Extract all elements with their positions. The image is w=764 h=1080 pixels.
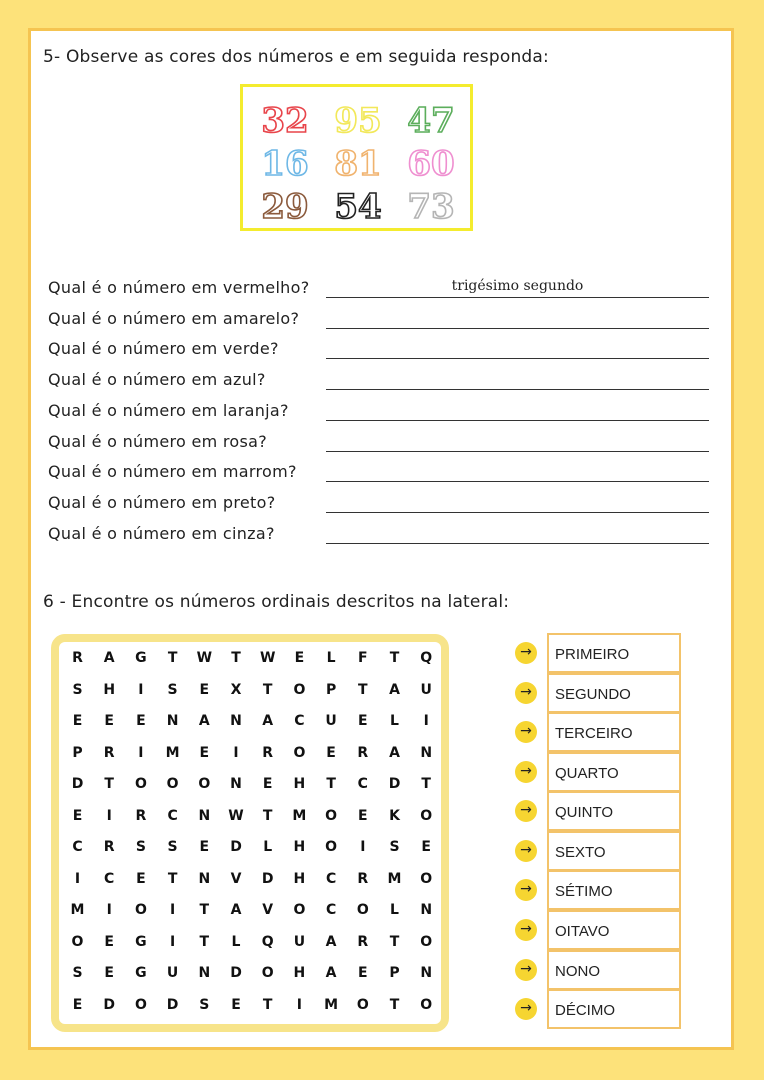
word-list-item [511, 950, 711, 990]
word-list-item [511, 673, 711, 713]
grid-letter[interactable]: A [198, 713, 210, 729]
grid-letter[interactable]: T [167, 650, 178, 666]
colored-number: 95 [334, 101, 382, 141]
grid-letter[interactable]: O [261, 965, 274, 981]
grid-letter[interactable]: O [420, 870, 433, 887]
word-box [547, 791, 681, 831]
grid-letter[interactable]: S [72, 965, 83, 981]
grid-letter[interactable]: O [325, 839, 338, 855]
grid-letter[interactable]: I [74, 870, 81, 887]
grid-letter[interactable]: U [325, 713, 337, 729]
question-label: Qual é o número em rosa? [48, 431, 268, 451]
grid-letter[interactable]: P [389, 965, 400, 981]
grid-letter[interactable]: A [389, 744, 400, 761]
question-label: Qual é o número em preto? [48, 492, 276, 512]
arrow-right-icon: → [515, 840, 537, 862]
arrow-right-icon: → [515, 919, 537, 941]
grid-letter[interactable]: A [389, 681, 400, 698]
colored-number: 16 [261, 144, 309, 184]
grid-letter[interactable]: R [72, 650, 83, 666]
colored-number: 60 [407, 144, 455, 184]
question-row [48, 401, 710, 425]
word-label: SEGUNDO [555, 686, 631, 703]
grid-letter[interactable]: W [228, 807, 244, 824]
worksheet-page [28, 28, 734, 1050]
grid-letter[interactable]: E [358, 807, 368, 824]
grid-letter[interactable]: M [292, 807, 307, 824]
grid-letter[interactable]: D [103, 996, 115, 1013]
grid-letter[interactable]: T [199, 933, 210, 950]
grid-letter[interactable]: C [72, 839, 83, 855]
word-box [547, 712, 681, 752]
word-box [547, 752, 681, 792]
question-label: Qual é o número em amarelo? [48, 308, 300, 328]
question-row [48, 370, 710, 394]
grid-letter[interactable]: S [135, 839, 146, 855]
grid-letter[interactable]: W [196, 650, 213, 666]
grid-letter[interactable]: L [390, 713, 399, 729]
grid-letter[interactable]: N [230, 713, 242, 729]
grid-letter[interactable]: C [167, 807, 178, 824]
grid-letter[interactable]: I [106, 807, 112, 824]
word-label: QUINTO [555, 804, 614, 821]
arrow-right-icon: → [515, 800, 537, 822]
grid-letter[interactable]: O [420, 996, 433, 1013]
answer-line [326, 420, 709, 421]
grid-letter[interactable]: L [390, 902, 399, 918]
grid-letter[interactable]: E [326, 744, 336, 761]
grid-letter[interactable]: N [198, 807, 211, 824]
grid-letter[interactable]: O [356, 902, 369, 918]
grid-letter[interactable]: Q [261, 933, 274, 950]
colored-number: 47 [407, 101, 455, 141]
grid-letter[interactable]: Q [420, 650, 433, 666]
exercise-5-heading: 5- Observe as cores dos números e em seguida responda: [43, 47, 549, 67]
grid-letter[interactable]: T [389, 933, 400, 950]
arrow-right-icon: → [515, 998, 537, 1020]
question-label: Qual é o número em vermelho? [48, 278, 310, 297]
grid-letter[interactable]: E [72, 713, 83, 729]
grid-letter[interactable]: I [169, 933, 176, 950]
word-label: PRIMEIRO [555, 646, 630, 663]
question-label: Qual é o número em cinza? [48, 523, 275, 543]
grid-letter[interactable]: U [166, 965, 179, 981]
question-row [48, 493, 710, 517]
grid-letter[interactable]: S [72, 681, 83, 698]
grid-letter[interactable]: T [326, 776, 336, 792]
grid-letter[interactable]: M [70, 902, 85, 918]
question-row [48, 524, 710, 548]
grid-letter[interactable]: U [420, 681, 432, 698]
grid-letter[interactable]: E [136, 870, 146, 887]
grid-letter[interactable]: U [293, 933, 306, 950]
grid-letter[interactable]: S [167, 681, 178, 698]
grid-letter[interactable]: D [71, 776, 84, 792]
grid-letter[interactable]: O [356, 996, 369, 1013]
grid-letter[interactable]: T [262, 996, 273, 1013]
grid-letter[interactable]: I [106, 902, 112, 918]
grid-letter[interactable]: O [166, 776, 179, 792]
word-box [547, 673, 681, 713]
answer-text[interactable]: trigésimo segundo [451, 278, 584, 294]
arrow-right-icon: → [515, 642, 537, 664]
word-search-grid [51, 634, 449, 1032]
grid-letter[interactable]: R [103, 839, 115, 855]
grid-letter[interactable]: T [389, 650, 400, 666]
arrow-right-icon: → [515, 682, 537, 704]
question-row [48, 339, 710, 363]
arrow-right-icon: → [515, 879, 537, 901]
grid-letter[interactable]: N [166, 713, 179, 729]
grid-letter[interactable]: I [233, 744, 239, 761]
answer-line [326, 512, 709, 513]
question-row [48, 432, 710, 456]
grid-letter[interactable]: O [198, 776, 211, 792]
word-list-item [511, 712, 711, 752]
grid-letter[interactable]: V [230, 870, 242, 887]
grid-letter[interactable]: N [198, 965, 211, 981]
grid-letter[interactable]: E [421, 839, 431, 855]
grid-letter[interactable]: E [72, 996, 83, 1013]
grid-letter[interactable]: A [230, 902, 242, 918]
grid-letter[interactable]: L [326, 650, 336, 666]
grid-letter[interactable]: A [262, 713, 274, 729]
grid-letter[interactable]: E [231, 996, 241, 1013]
grid-letter[interactable]: R [357, 744, 369, 761]
grid-letter[interactable]: O [293, 681, 306, 698]
grid-letter[interactable]: C [357, 776, 368, 792]
grid-letter[interactable]: T [262, 681, 273, 698]
question-label: Qual é o número em verde? [48, 339, 279, 359]
word-list-item [511, 752, 711, 792]
grid-letter[interactable]: D [230, 839, 242, 855]
grid-letter[interactable]: M [387, 870, 402, 887]
answer-line [326, 451, 709, 452]
grid-letter[interactable]: E [358, 965, 368, 981]
grid-letter[interactable]: E [104, 933, 114, 950]
grid-letter[interactable]: G [135, 933, 147, 950]
grid-letter[interactable]: I [169, 902, 176, 918]
grid-letter[interactable]: D [261, 870, 274, 887]
word-label: QUARTO [555, 765, 619, 782]
grid-letter[interactable]: E [72, 807, 83, 824]
grid-letter[interactable]: L [231, 933, 241, 950]
word-list-item [511, 791, 711, 831]
word-box [547, 950, 681, 990]
word-label: DÉCIMO [555, 1002, 615, 1019]
grid-letter[interactable]: H [293, 839, 306, 855]
grid-letter[interactable]: O [293, 744, 306, 761]
word-box [547, 831, 681, 871]
question-label: Qual é o número em azul? [48, 370, 266, 390]
grid-letter[interactable]: R [357, 933, 369, 950]
grid-letter[interactable]: M [324, 996, 339, 1013]
grid-letter[interactable]: O [134, 996, 147, 1013]
grid-letter[interactable]: C [104, 870, 115, 887]
grid-letter[interactable]: C [325, 902, 337, 918]
arrow-right-icon: → [515, 721, 537, 743]
grid-letter[interactable]: C [325, 870, 337, 887]
grid-letter[interactable]: E [136, 713, 146, 729]
grid-letter[interactable]: E [358, 713, 368, 729]
grid-letter[interactable]: S [389, 839, 400, 855]
grid-letter[interactable]: R [103, 744, 115, 761]
grid-letter[interactable]: D [166, 996, 179, 1013]
answer-line [326, 543, 709, 544]
arrow-right-icon: → [515, 959, 537, 981]
grid-letter[interactable]: E [262, 776, 273, 792]
grid-letter[interactable]: I [360, 839, 366, 855]
grid-letter[interactable]: O [134, 776, 147, 792]
grid-letter[interactable]: I [423, 713, 429, 729]
grid-letter[interactable]: L [263, 839, 273, 855]
grid-letter[interactable]: H [293, 776, 306, 792]
grid-letter[interactable]: O [293, 902, 306, 918]
grid-letter[interactable]: T [358, 681, 368, 698]
colored-numbers-box [240, 84, 473, 231]
grid-letter[interactable]: I [296, 996, 302, 1013]
arrow-right-icon: → [515, 761, 537, 783]
grid-letter[interactable]: S [167, 839, 178, 855]
answer-line [326, 389, 709, 390]
colored-number: 32 [261, 101, 309, 141]
colored-number: 29 [261, 187, 309, 227]
grid-letter[interactable]: O [71, 933, 84, 950]
grid-letter[interactable]: C [294, 713, 305, 729]
grid-letter[interactable]: S [199, 996, 210, 1013]
grid-letter[interactable]: E [104, 965, 114, 981]
grid-letter[interactable]: A [103, 650, 115, 666]
grid-letter[interactable]: T [104, 776, 114, 792]
word-box [547, 870, 681, 910]
answer-line [326, 297, 709, 298]
grid-letter[interactable]: M [165, 744, 180, 761]
grid-letter[interactable]: K [389, 807, 400, 824]
grid-letter[interactable]: G [135, 965, 147, 981]
grid-letter[interactable]: R [262, 744, 274, 761]
grid-letter[interactable]: W [259, 650, 276, 666]
question-row [48, 309, 710, 333]
grid-letter[interactable]: O [420, 807, 433, 824]
word-list-item [511, 910, 711, 950]
grid-letter[interactable]: X [230, 681, 242, 698]
answer-line [326, 481, 709, 482]
grid-letter[interactable]: N [420, 902, 433, 918]
grid-letter[interactable]: P [72, 744, 83, 761]
grid-letter[interactable]: T [262, 807, 273, 824]
grid-letter[interactable]: H [293, 870, 306, 887]
grid-letter[interactable]: T [167, 870, 178, 887]
word-list-item [511, 989, 711, 1029]
question-label: Qual é o número em marrom? [48, 462, 297, 482]
grid-letter[interactable]: O [134, 902, 147, 918]
grid-letter[interactable]: D [388, 776, 401, 792]
answer-line [326, 358, 709, 359]
grid-letter[interactable]: T [389, 996, 400, 1013]
grid-letter[interactable]: R [135, 807, 147, 824]
colored-number: 54 [334, 187, 382, 227]
grid-letter[interactable]: G [135, 650, 147, 666]
word-label: NONO [555, 963, 600, 980]
question-label: Qual é o número em laranja? [48, 400, 289, 420]
grid-letter[interactable]: E [199, 744, 210, 761]
word-label: SEXTO [555, 844, 606, 861]
grid-letter[interactable]: N [198, 870, 211, 887]
grid-letter[interactable]: I [138, 744, 144, 761]
question-row [48, 278, 710, 302]
grid-letter[interactable]: O [325, 807, 338, 824]
grid-letter[interactable]: N [420, 744, 433, 761]
grid-letter[interactable]: A [325, 965, 337, 981]
grid-letter[interactable]: E [199, 839, 210, 855]
word-list-item [511, 633, 711, 673]
word-box [547, 989, 681, 1029]
grid-letter[interactable]: E [294, 650, 305, 666]
answer-line [326, 328, 709, 329]
question-row [48, 462, 710, 486]
grid-letter[interactable]: T [421, 776, 431, 792]
colored-numbers-figure [243, 87, 470, 228]
grid-letter[interactable]: T [199, 902, 210, 918]
word-label: SÉTIMO [555, 883, 613, 900]
grid-letter[interactable]: D [230, 965, 242, 981]
grid-letter[interactable]: H [103, 681, 116, 698]
word-label: TERCEIRO [555, 725, 633, 742]
grid-letter[interactable]: I [138, 681, 144, 698]
word-box [547, 910, 681, 950]
grid-letter[interactable]: N [230, 776, 242, 792]
word-label: OITAVO [555, 923, 610, 940]
word-list-item [511, 870, 711, 910]
word-list-item [511, 831, 711, 871]
exercise-6-heading: 6 - Encontre os números ordinais descritos na lateral: [43, 592, 510, 612]
grid-letter[interactable]: E [199, 681, 210, 698]
grid-letter[interactable]: F [358, 650, 368, 666]
grid-letter[interactable]: A [325, 933, 337, 950]
grid-letter[interactable]: P [325, 681, 337, 698]
word-box [547, 633, 681, 673]
grid-letter[interactable]: O [420, 933, 433, 950]
grid-letter[interactable]: T [231, 650, 241, 666]
colored-number: 81 [334, 144, 382, 184]
colored-number: 73 [407, 187, 455, 227]
grid-letter[interactable]: N [420, 965, 433, 981]
grid-letter[interactable]: V [262, 902, 274, 918]
grid-letter[interactable]: E [104, 713, 114, 729]
grid-letter[interactable]: H [293, 965, 306, 981]
grid-letter[interactable]: R [357, 870, 369, 887]
